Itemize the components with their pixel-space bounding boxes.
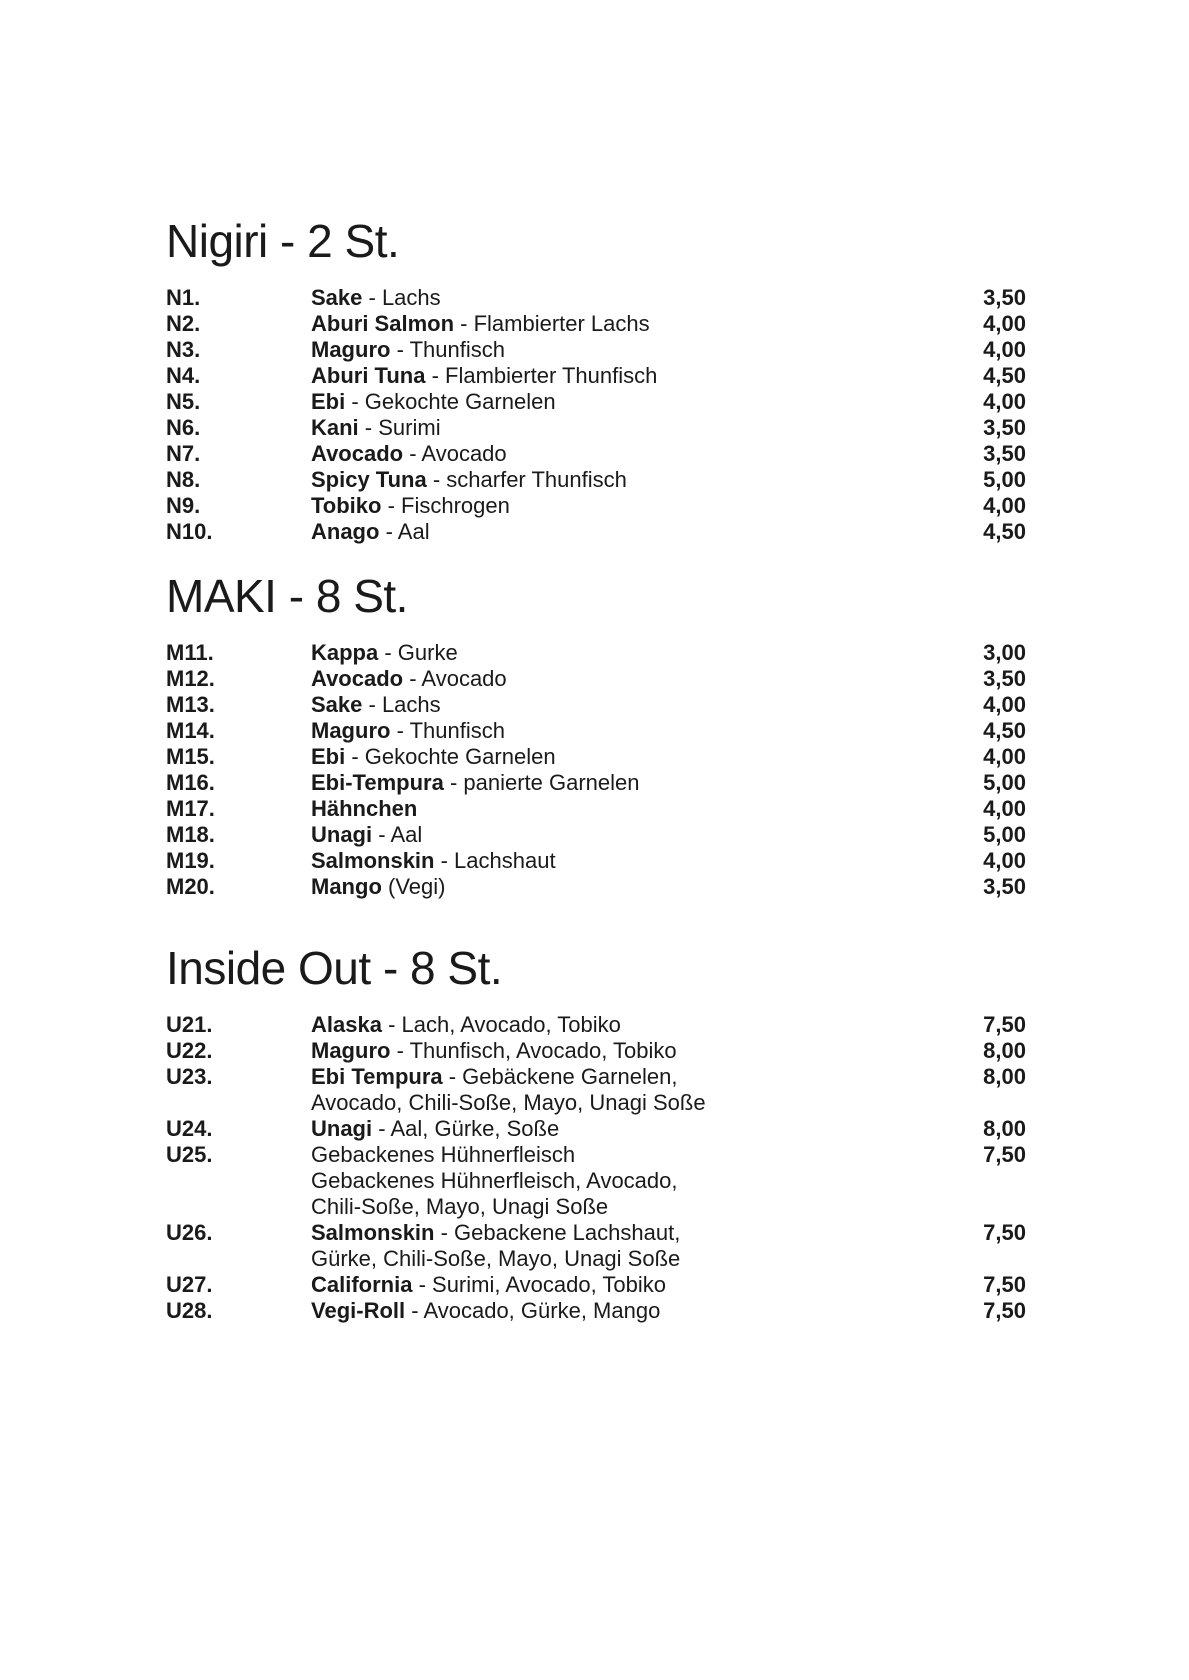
item-description: [311, 1116, 1026, 1142]
item-detail: (Vegi): [381, 874, 446, 899]
item-code: U24.: [166, 1116, 213, 1141]
item-description: [311, 640, 1026, 666]
section-title: Nigiri - 2 St.: [166, 215, 400, 267]
item-code: U25.: [166, 1142, 213, 1167]
item-name: Unagi: [311, 822, 373, 847]
menu-item: [166, 1064, 1026, 1116]
menu-item: [166, 1272, 1026, 1298]
item-list: [166, 640, 1026, 900]
section-title: Inside Out - 8 St.: [166, 942, 503, 994]
item-name: Kani: [311, 415, 359, 440]
item-price: 5,00: [983, 770, 1026, 795]
item-code: N10.: [166, 519, 213, 544]
item-price: 7,50: [983, 1012, 1026, 1037]
menu-item: [166, 1012, 1026, 1038]
item-description: [311, 311, 1026, 337]
item-description: [311, 1142, 1026, 1220]
menu-item: [166, 1142, 1026, 1220]
item-detail: Gebackenes Hühnerfleisch: [311, 1142, 576, 1167]
item-name: Mango: [311, 874, 382, 899]
item-description: [311, 692, 1026, 718]
menu-item: [166, 285, 1026, 311]
item-name: Maguro: [311, 1038, 391, 1063]
item-name: Sake: [311, 692, 363, 717]
item-detail: - panierte Garnelen: [443, 770, 640, 795]
item-description: [311, 1272, 1026, 1298]
item-detail: - Aal, Gürke, Soße: [372, 1116, 560, 1141]
item-code: U27.: [166, 1272, 213, 1297]
section-maki: [166, 568, 1026, 900]
item-detail: - Lachshaut: [434, 848, 556, 873]
item-price: 8,00: [983, 1038, 1026, 1063]
item-detail: - Aal: [372, 822, 423, 847]
item-description: [311, 285, 1026, 311]
item-code: N9.: [166, 493, 201, 518]
item-detail: - Surimi: [358, 415, 441, 440]
item-code: U22.: [166, 1038, 213, 1063]
item-detail-continued: Gürke, Chili-Soße, Mayo, Unagi Soße: [311, 1246, 681, 1271]
item-price: 8,00: [983, 1116, 1026, 1141]
item-name: Maguro: [311, 718, 391, 743]
item-detail: - Lachs: [362, 285, 441, 310]
menu-item: [166, 640, 1026, 666]
item-price: 4,00: [983, 796, 1026, 821]
item-detail: - Flambierter Thunfisch: [425, 363, 658, 388]
item-code: U26.: [166, 1220, 213, 1245]
menu-item: [166, 1298, 1026, 1324]
item-detail: - Lach, Avocado, Tobiko: [381, 1012, 621, 1037]
item-description: [311, 1012, 1026, 1038]
item-price: 3,00: [983, 640, 1026, 665]
item-price: 7,50: [983, 1272, 1026, 1297]
item-price: 7,50: [983, 1142, 1026, 1167]
item-detail: - Gebäckene Garnelen,: [442, 1064, 678, 1089]
item-price: 4,00: [983, 744, 1026, 769]
item-code: U21.: [166, 1012, 213, 1037]
item-description: [311, 519, 1026, 545]
item-price: 4,00: [983, 311, 1026, 336]
item-code: M18.: [166, 822, 215, 847]
menu-item: [166, 1116, 1026, 1142]
item-price: 3,50: [983, 874, 1026, 899]
menu-item: [166, 718, 1026, 744]
item-name: Vegi-Roll: [311, 1298, 406, 1323]
item-price: 4,50: [983, 519, 1026, 544]
item-detail: - Gurke: [378, 640, 458, 665]
item-name: Aburi Tuna: [311, 363, 426, 388]
item-price: 4,00: [983, 389, 1026, 414]
item-price: 3,50: [983, 415, 1026, 440]
item-code: N5.: [166, 389, 201, 414]
item-description: [311, 441, 1026, 467]
item-description: [311, 389, 1026, 415]
menu-item: [166, 519, 1026, 545]
menu-item: [166, 311, 1026, 337]
item-price: 3,50: [983, 666, 1026, 691]
item-detail: - Surimi, Avocado, Tobiko: [412, 1272, 667, 1297]
item-description: [311, 1220, 1026, 1272]
item-detail: - Avocado, Gürke, Mango: [405, 1298, 661, 1323]
item-description: [311, 848, 1026, 874]
menu-item: [166, 770, 1026, 796]
item-detail: - Thunfisch: [390, 337, 505, 362]
item-code: N6.: [166, 415, 201, 440]
section-nigiri: [166, 213, 1026, 545]
item-name: Salmonskin: [311, 1220, 435, 1245]
menu-item: [166, 363, 1026, 389]
item-description: [311, 822, 1026, 848]
item-name: Aburi Salmon: [311, 311, 455, 336]
item-detail: - Fischrogen: [381, 493, 510, 518]
item-code: N1.: [166, 285, 201, 310]
menu-item: [166, 666, 1026, 692]
item-name: Unagi: [311, 1116, 373, 1141]
menu-item: [166, 744, 1026, 770]
menu-item: [166, 1038, 1026, 1064]
item-description: [311, 467, 1026, 493]
item-description: [311, 666, 1026, 692]
item-description: [311, 718, 1026, 744]
item-name: Anago: [311, 519, 380, 544]
item-price: 7,50: [983, 1220, 1026, 1245]
item-description: [311, 770, 1026, 796]
menu-item: [166, 796, 1026, 822]
item-detail: - Avocado: [403, 666, 507, 691]
item-detail: - Thunfisch: [390, 718, 505, 743]
item-name: Alaska: [311, 1012, 382, 1037]
item-price: 8,00: [983, 1064, 1026, 1089]
item-price: 4,00: [983, 337, 1026, 362]
item-description: [311, 1298, 1026, 1324]
menu-item: [166, 441, 1026, 467]
item-description: [311, 415, 1026, 441]
item-price: 7,50: [983, 1298, 1026, 1323]
menu-item: [166, 493, 1026, 519]
item-price: 3,50: [983, 285, 1026, 310]
item-code: M20.: [166, 874, 215, 899]
item-detail-continued: Avocado, Chili-Soße, Mayo, Unagi Soße: [311, 1090, 706, 1115]
item-price: 4,00: [983, 848, 1026, 873]
item-list: [166, 1012, 1026, 1324]
section-title: MAKI - 8 St.: [166, 570, 408, 622]
item-detail: - Lachs: [362, 692, 441, 717]
item-name: California: [311, 1272, 413, 1297]
item-description: [311, 337, 1026, 363]
item-description: [311, 796, 1026, 822]
item-name: Ebi Tempura: [311, 1064, 443, 1089]
menu-item: [166, 822, 1026, 848]
item-name: Salmonskin: [311, 848, 435, 873]
item-detail: - Flambierter Lachs: [454, 311, 650, 336]
item-detail: - Thunfisch, Avocado, Tobiko: [390, 1038, 677, 1063]
item-price: 4,00: [983, 692, 1026, 717]
item-name: Ebi: [311, 744, 346, 769]
item-detail-continued: Chili-Soße, Mayo, Unagi Soße: [311, 1194, 609, 1219]
menu-item: [166, 337, 1026, 363]
item-code: M19.: [166, 848, 215, 873]
item-code: N2.: [166, 311, 201, 336]
item-list: [166, 285, 1026, 545]
item-description: [311, 1038, 1026, 1064]
menu-item: [166, 874, 1026, 900]
item-detail: - Gebackene Lachshaut,: [434, 1220, 681, 1245]
item-detail: - Gekochte Garnelen: [345, 389, 556, 414]
menu-item: [166, 692, 1026, 718]
item-detail: - Avocado: [403, 441, 507, 466]
item-code: M15.: [166, 744, 215, 769]
item-price: 3,50: [983, 441, 1026, 466]
item-price: 4,00: [983, 493, 1026, 518]
item-name: Ebi: [311, 389, 346, 414]
item-price: 5,00: [983, 822, 1026, 847]
item-code: M17.: [166, 796, 215, 821]
item-code: M16.: [166, 770, 215, 795]
menu-item: [166, 389, 1026, 415]
menu-item: [166, 415, 1026, 441]
item-code: N3.: [166, 337, 201, 362]
item-name: Tobiko: [311, 493, 382, 518]
item-name: Maguro: [311, 337, 391, 362]
item-description: [311, 874, 1026, 900]
item-name: Sake: [311, 285, 363, 310]
item-code: U28.: [166, 1298, 213, 1323]
item-price: 5,00: [983, 467, 1026, 492]
item-name: Avocado: [311, 441, 404, 466]
item-price: 4,50: [983, 363, 1026, 388]
item-description: [311, 744, 1026, 770]
item-name: Spicy Tuna: [311, 467, 427, 492]
item-name: Avocado: [311, 666, 404, 691]
item-description: [311, 1064, 1026, 1116]
menu-item: [166, 848, 1026, 874]
item-code: M14.: [166, 718, 215, 743]
item-detail: - Aal: [379, 519, 430, 544]
item-description: [311, 363, 1026, 389]
item-code: M13.: [166, 692, 215, 717]
item-code: N7.: [166, 441, 201, 466]
item-code: M12.: [166, 666, 215, 691]
item-name: Hähnchen: [311, 796, 418, 821]
item-code: N4.: [166, 363, 201, 388]
item-detail-continued: Gebackenes Hühnerfleisch, Avocado,: [311, 1168, 678, 1193]
item-detail: - Gekochte Garnelen: [345, 744, 556, 769]
item-price: 4,50: [983, 718, 1026, 743]
menu-item: [166, 1220, 1026, 1272]
item-detail: - scharfer Thunfisch: [426, 467, 627, 492]
item-code: M11.: [166, 640, 214, 665]
section-inside-out: [166, 940, 1026, 1324]
item-code: U23.: [166, 1064, 213, 1089]
item-code: N8.: [166, 467, 201, 492]
menu-item: [166, 467, 1026, 493]
item-description: [311, 493, 1026, 519]
item-name: Kappa: [311, 640, 379, 665]
item-name: Ebi-Tempura: [311, 770, 444, 795]
